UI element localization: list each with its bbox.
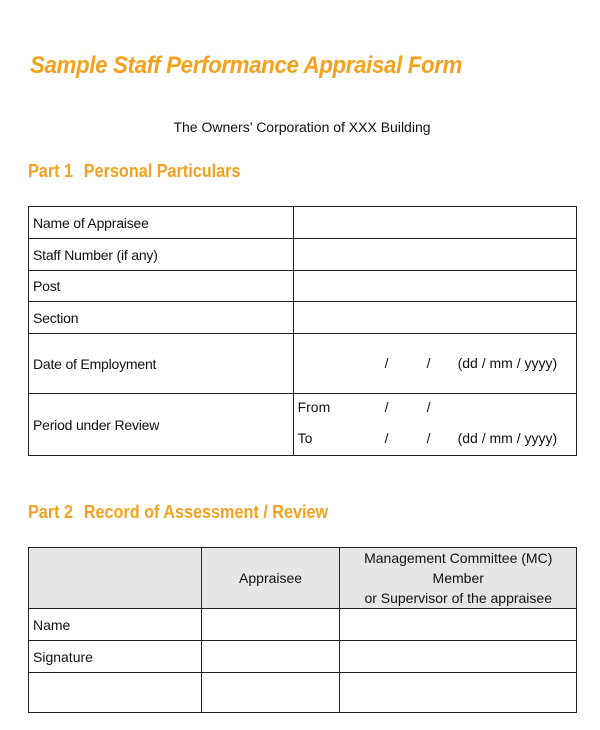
label-period-under-review: Period under Review [29, 394, 294, 456]
date-format-hint: (dd / mm / yyyy) [457, 355, 558, 371]
part1-heading [28, 161, 240, 182]
header-mc-member [340, 548, 577, 609]
table-row [29, 609, 577, 641]
label-name-of-appraisee: Name of Appraisee [29, 207, 294, 239]
table-row [29, 641, 577, 673]
blank-cell[interactable] [201, 673, 340, 713]
table-row [29, 239, 577, 271]
label-staff-number: Staff Number (if any) [29, 239, 294, 271]
personal-particulars-table [28, 206, 577, 456]
mc-name-field[interactable] [340, 609, 577, 641]
part2-heading [28, 502, 328, 523]
date-format-hint: (dd / mm / yyyy) [457, 430, 558, 446]
blank-cell[interactable] [340, 673, 577, 713]
assessment-record-table [28, 547, 577, 713]
date-slash: / [426, 399, 431, 415]
post-field[interactable] [293, 271, 576, 302]
period-under-review-field[interactable] [293, 394, 576, 456]
date-slash: / [384, 355, 389, 371]
header-blank [29, 548, 202, 609]
table-row [29, 271, 577, 302]
table-row [29, 207, 577, 239]
table-row [29, 673, 577, 713]
label-section: Section [29, 302, 294, 334]
header-mc-line2: or Supervisor of the appraisee [364, 590, 552, 606]
appraisee-name-field[interactable] [201, 609, 340, 641]
label-post: Post [29, 271, 294, 302]
table-row [29, 302, 577, 334]
label-date-of-employment: Date of Employment [29, 334, 294, 394]
part1-title: Personal Particulars [83, 161, 241, 181]
header-mc-line1: Management Committee (MC) Member [364, 550, 553, 586]
date-slash: / [384, 399, 389, 415]
table-row [29, 394, 577, 456]
date-slash: / [426, 430, 431, 446]
label-name: Name [29, 609, 202, 641]
staff-number-field[interactable] [293, 239, 576, 271]
appraisee-signature-field[interactable] [201, 641, 340, 673]
mc-signature-field[interactable] [340, 641, 577, 673]
table-row [29, 334, 577, 394]
date-of-employment-field[interactable] [293, 334, 576, 394]
table-header-row [29, 548, 577, 609]
label-signature: Signature [29, 641, 202, 673]
form-subtitle: The Owners’ Corporation of XXX Building [173, 119, 431, 135]
part2-number: Part 2 [28, 502, 74, 522]
form-title: Sample Staff Performance Appraisal Form [30, 52, 463, 79]
part2-title: Record of Assessment / Review [83, 502, 329, 522]
from-label: From [297, 399, 331, 415]
name-of-appraisee-field[interactable] [293, 207, 576, 239]
part1-number: Part 1 [28, 161, 74, 181]
section-field[interactable] [293, 302, 576, 334]
header-appraisee: Appraisee [201, 548, 340, 609]
date-slash: / [426, 355, 431, 371]
date-slash: / [384, 430, 389, 446]
to-label: To [297, 430, 313, 446]
blank-cell [29, 673, 202, 713]
